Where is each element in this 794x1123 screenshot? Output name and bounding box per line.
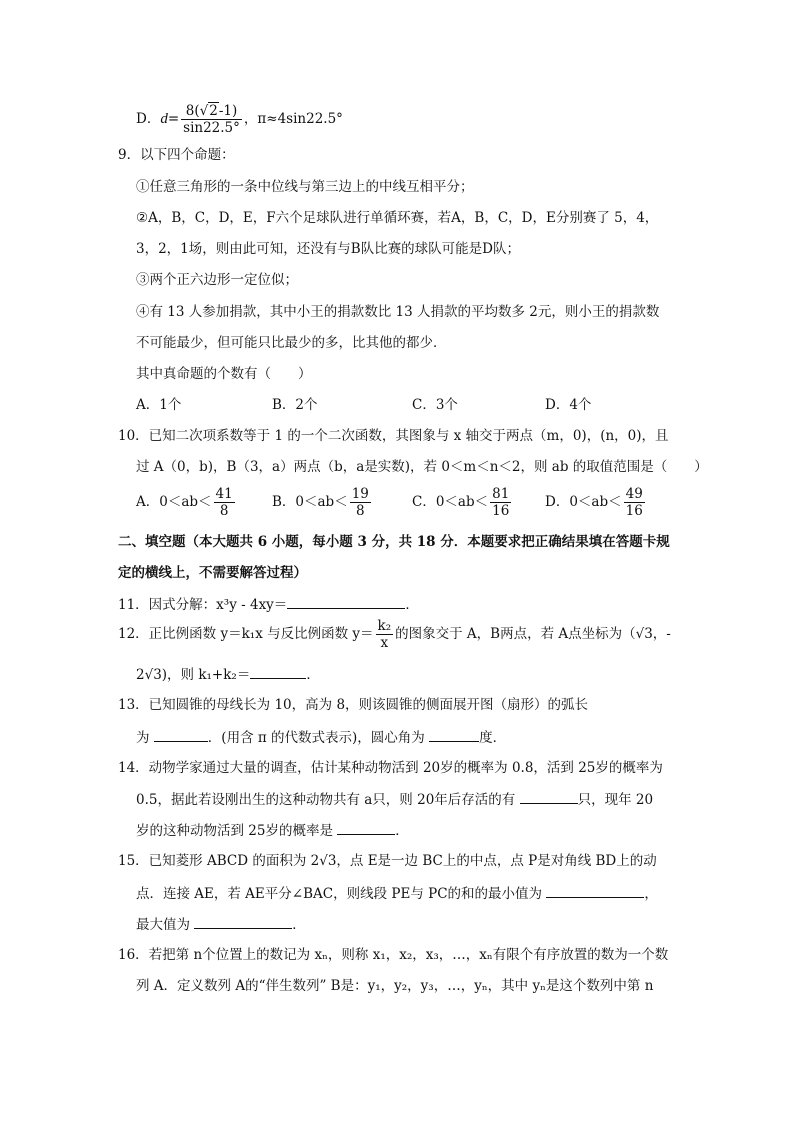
q10-stem-cont: 过 A（0，b)，B（3，a）两点（b，a是实数)，若 0＜m＜n＜2，则 ab 的取值范围是（ ）: [136, 459, 708, 475]
q9-question: 其中真命题的个数有（ ）: [136, 366, 312, 382]
q11: 11．因式分解：x³y - 4xy＝ ．: [118, 594, 419, 615]
q9-statement-2-cont: 3，2，1场，则由此可知，还没有与B队比赛的球队可能是D队；: [136, 241, 521, 257]
q12-cont: 2√3)，则 k₁+k₂＝ ．: [136, 664, 320, 685]
q13: 13．已知圆锥的母线长为 10，高为 8，则该圆锥的侧面展开图（扇形）的弧长: [118, 697, 589, 713]
q9-option-b[interactable]: B．2个: [272, 397, 318, 413]
q9-option-a[interactable]: A．1个: [136, 397, 182, 413]
q15-cont: 点．连接 AE，若 AE平分∠BAC，则线段 PE与 PC的和的最小值为 ，: [136, 883, 658, 904]
q14-cont: 0.5，据此若设刚出生的这种动物共有 a只，则 20年后存活的有 只，现年 20: [136, 789, 653, 810]
q14-survivors-blank[interactable]: [520, 789, 578, 804]
section-heading-cont: 定的横线上，不需要解答过程）: [118, 565, 307, 581]
q10-option-b[interactable]: B．0＜ab＜ $\frac{19}{8}$: [272, 486, 369, 519]
q14: 14．动物学家通过大量的调查，估计某种动物活到 20岁的概率为 0.8，活到 25岁的概率为: [118, 760, 663, 776]
q9-statement-3: ③两个正六边形一定位似；: [136, 272, 298, 288]
q13-arc-blank[interactable]: [154, 727, 208, 742]
q10-stem: 10．已知二次项系数等于 1 的一个二次函数，其图象与 x 轴交于两点（m，0)，(n，0)，且: [118, 428, 669, 444]
q9-statement-4-cont: 不可能最少，但可能只比最少的多，比其他的都少．: [136, 335, 447, 351]
q15-max-blank[interactable]: [194, 914, 292, 929]
q12: 12．正比例函数 y＝k₁x 与反比例函数 y＝ $\frac{\text{k₂}}{x}$ 的图象交于 A，B两点，若 A点坐标为（√3，-: [118, 618, 671, 651]
q15: 15．已知菱形 ABCD 的面积为 2√3，点 E是一边 BC上的中点，点 P是对角线 BD上的动: [118, 853, 657, 869]
q8-option-d: D．d= $\frac{8(√2-1)}{\sin 22.5^\circ}$ ，π≈4sin22.5°: [136, 103, 343, 136]
q13-cont: 为 ．(用含 π 的代数式表示)，圆心角为 度．: [136, 727, 506, 748]
q14-cont-2: 岁的这种动物活到 25岁的概率是 ．: [136, 820, 409, 841]
q10-option-c[interactable]: C．0＜ab＜ $\frac{81}{16}$: [412, 486, 510, 519]
q10-option-d[interactable]: D．0＜ab＜ $\frac{49}{16}$: [545, 486, 643, 519]
q16: 16．若把第 n个位置上的数记为 xₙ，则称 x₁，x₂，x₃，…，xₙ有限个有序放置的数为一个数: [118, 947, 669, 963]
q15-cont-2: 最大值为 ．: [136, 914, 306, 935]
q9-option-c[interactable]: C．3个: [412, 397, 458, 413]
section-heading: 二、填空题（本大题共 6 小题，每小题 3 分，共 18 分．本题要求把正确结果填在答题卡规: [118, 534, 670, 550]
q13-angle-blank[interactable]: [429, 727, 479, 742]
q10-option-a[interactable]: A．0＜ab＜ $\frac{41}{8}$: [136, 486, 233, 519]
q16-cont: 列 A．定义数列 A的“伴生数列” B是：y₁，y₂，y₃，…，yₙ，其中 yₙ是这个数列中第 n: [136, 978, 654, 994]
q12-answer-blank[interactable]: [250, 664, 306, 679]
q14-probability-blank[interactable]: [337, 820, 395, 835]
q15-min-blank[interactable]: [546, 883, 644, 898]
q8-fraction: $\frac{8(√2-1)}{\sin 22.5^\circ}$: [183, 103, 240, 136]
q9-option-d[interactable]: D．4个: [545, 397, 592, 413]
q9-statement-4: ④有 13 人参加捐款，其中小王的捐款数比 13 人捐款的平均数多 2元，则小王的捐款数: [136, 304, 660, 320]
q9-statement-2: ②A，B，C，D，E，F六个足球队进行单循环赛，若A，B，C，D，E分别赛了 5，4，: [136, 210, 659, 226]
q11-answer-blank[interactable]: [287, 594, 405, 609]
q9-stem: 9．以下四个命题：: [118, 147, 235, 163]
q9-statement-1: ①任意三角形的一条中位线与第三边上的中线互相平分；: [136, 179, 474, 195]
